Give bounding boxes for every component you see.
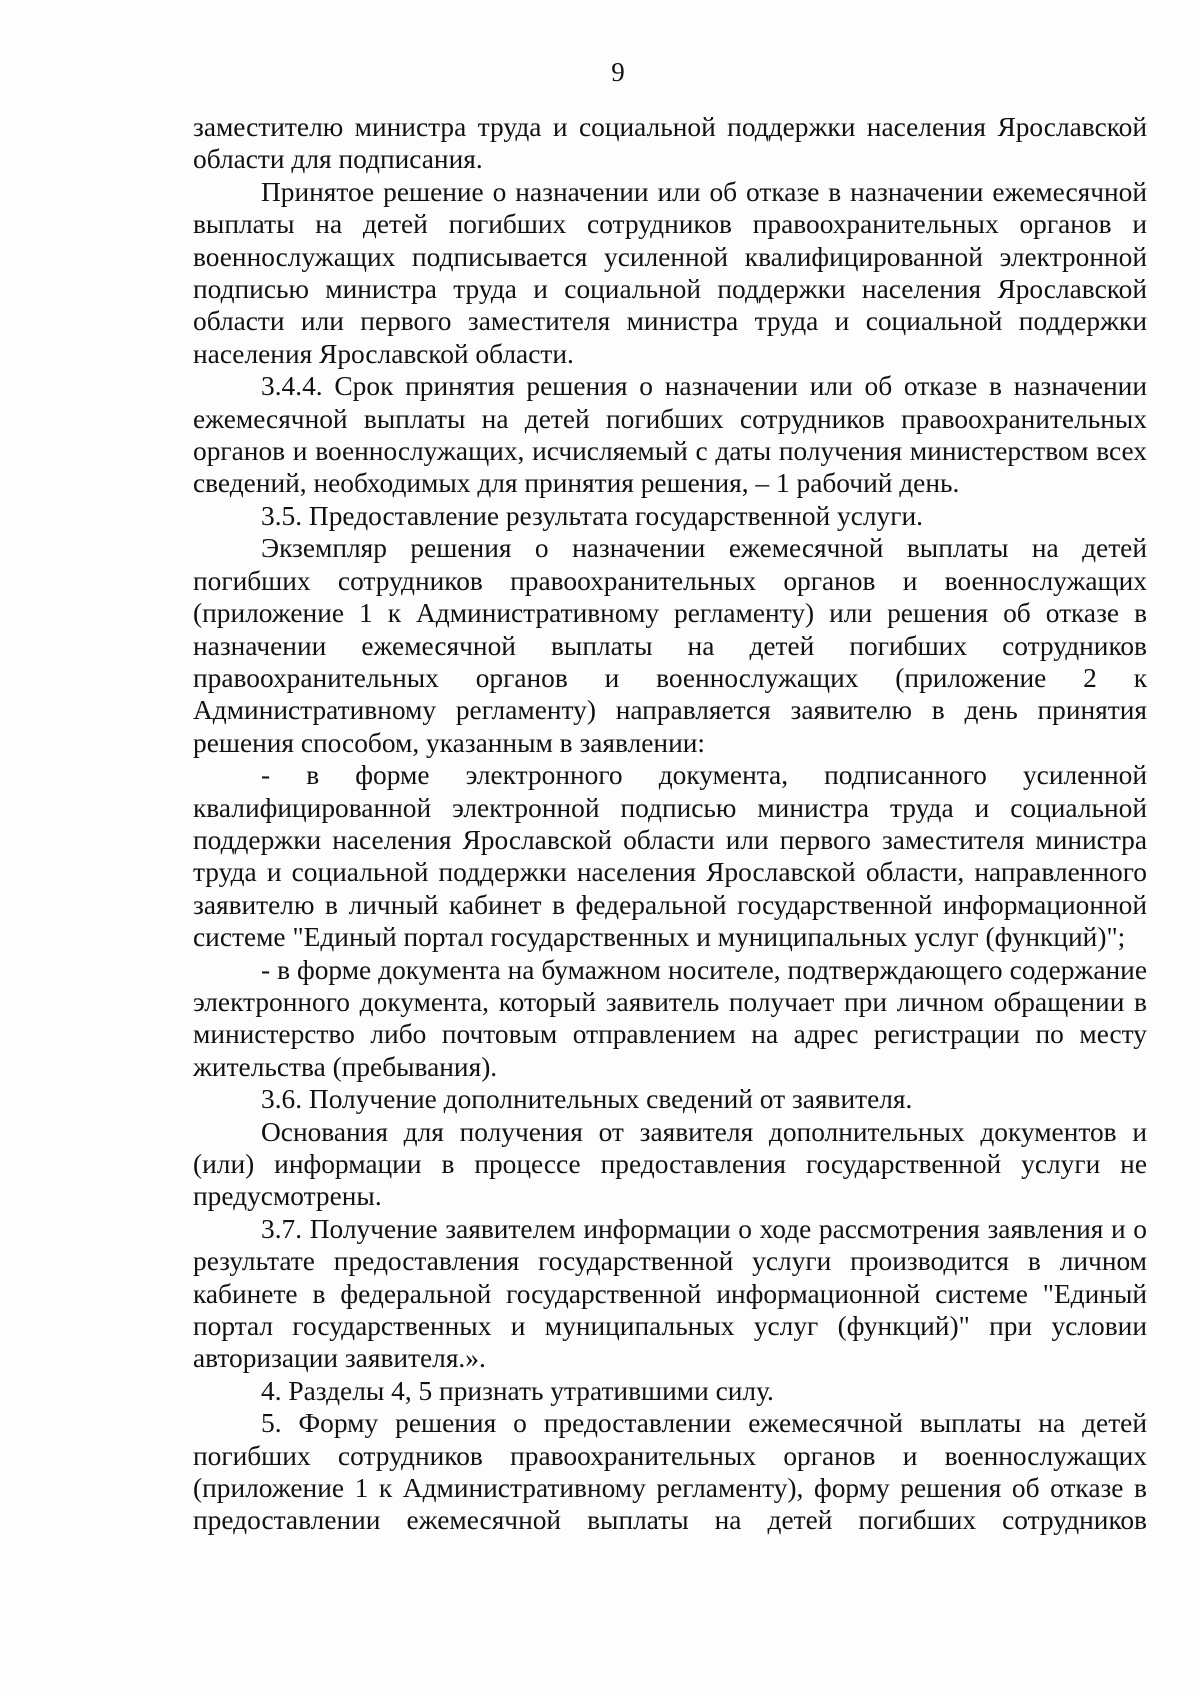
paragraph-3-5-heading: 3.5. Предоставление результата государственной услуги.	[261, 500, 923, 531]
paragraph-decision-signing: Принятое решение о назначении или об отказе в назначении ежемесячной выплаты на детей погибших сотрудников правоохранительных органов и военнослужащих подписывается усиленной квалифицированной электронной подписью министра труда и социальной поддержки населения Ярославской области или первого заместителя министра труда и социальной поддержки населения Ярославской области.	[193, 176, 1147, 369]
paragraph-paper-form: - в форме документа на бумажном носителе, подтверждающего содержание электронного документа, который заявитель получает при личном обращении в министерство либо почтовым отправлением на адрес регистрации по месту жительства (пребывания).	[193, 954, 1147, 1082]
paragraph-additional-documents: Основания для получения от заявителя дополнительных документов и (или) информации в процессе предоставления государственной услуги не предусмотрены.	[193, 1116, 1147, 1212]
paragraph-3-4-4: 3.4.4. Срок принятия решения о назначении или об отказе в назначении ежемесячной выплаты на детей погибших сотрудников правоохранительных органов и военнослужащих, исчисляемый с даты получения министерством всех сведений, необходимых для принятия решения, – 1 рабочий день.	[193, 371, 1147, 499]
document-body	[193, 111, 1147, 1537]
paragraph-5: 5. Форму решения о предоставлении ежемесячной выплаты на детей погибших сотрудников правоохранительных органов и военнослужащих (приложение 1 к Административному регламенту), форму решения об отказе в предоставлении ежемесячной выплаты на детей погибших сотрудников	[193, 1408, 1147, 1536]
page-number: 9	[611, 57, 625, 87]
paragraph-3-6-heading: 3.6. Получение дополнительных сведений от заявителя.	[261, 1084, 913, 1115]
paragraph-electronic-form: - в форме электронного документа, подписанного усиленной квалифицированной электронной подписью министра труда и социальной поддержки населения Ярославской области или первого заместителя министра труда и социальной поддержки населения Ярославской области, направленного заявителю в личный кабинет в федеральной государственной информационной системе "Единый портал государственных и муниципальных услуг (функций)";	[193, 760, 1147, 953]
paragraph-3-7: 3.7. Получение заявителем информации о ходе рассмотрения заявления и о результате предоставления государственной услуги производится в личном кабинете в федеральной государственной информационной системе "Единый портал государственных и муниципальных услуг (функций)" при условии авторизации заявителя.».	[193, 1213, 1147, 1374]
paragraph-decision-copy: Экземпляр решения о назначении ежемесячной выплаты на детей погибших сотрудников правоохранительных органов и военнослужащих (приложение 1 к Административному регламенту) или решения об отказе в назначении ежемесячной выплаты на детей погибших сотрудников правоохранительных органов и военнослужащих (приложение 2 к Административному регламенту) направляется заявителю в день принятия решения способом, указанным в заявлении:	[193, 533, 1147, 758]
paragraph-4: 4. Разделы 4, 5 признать утратившими силу.	[261, 1375, 774, 1406]
paragraph-continuation: заместителю министра труда и социальной поддержки населения Ярославской области для подписания.	[193, 112, 1147, 175]
